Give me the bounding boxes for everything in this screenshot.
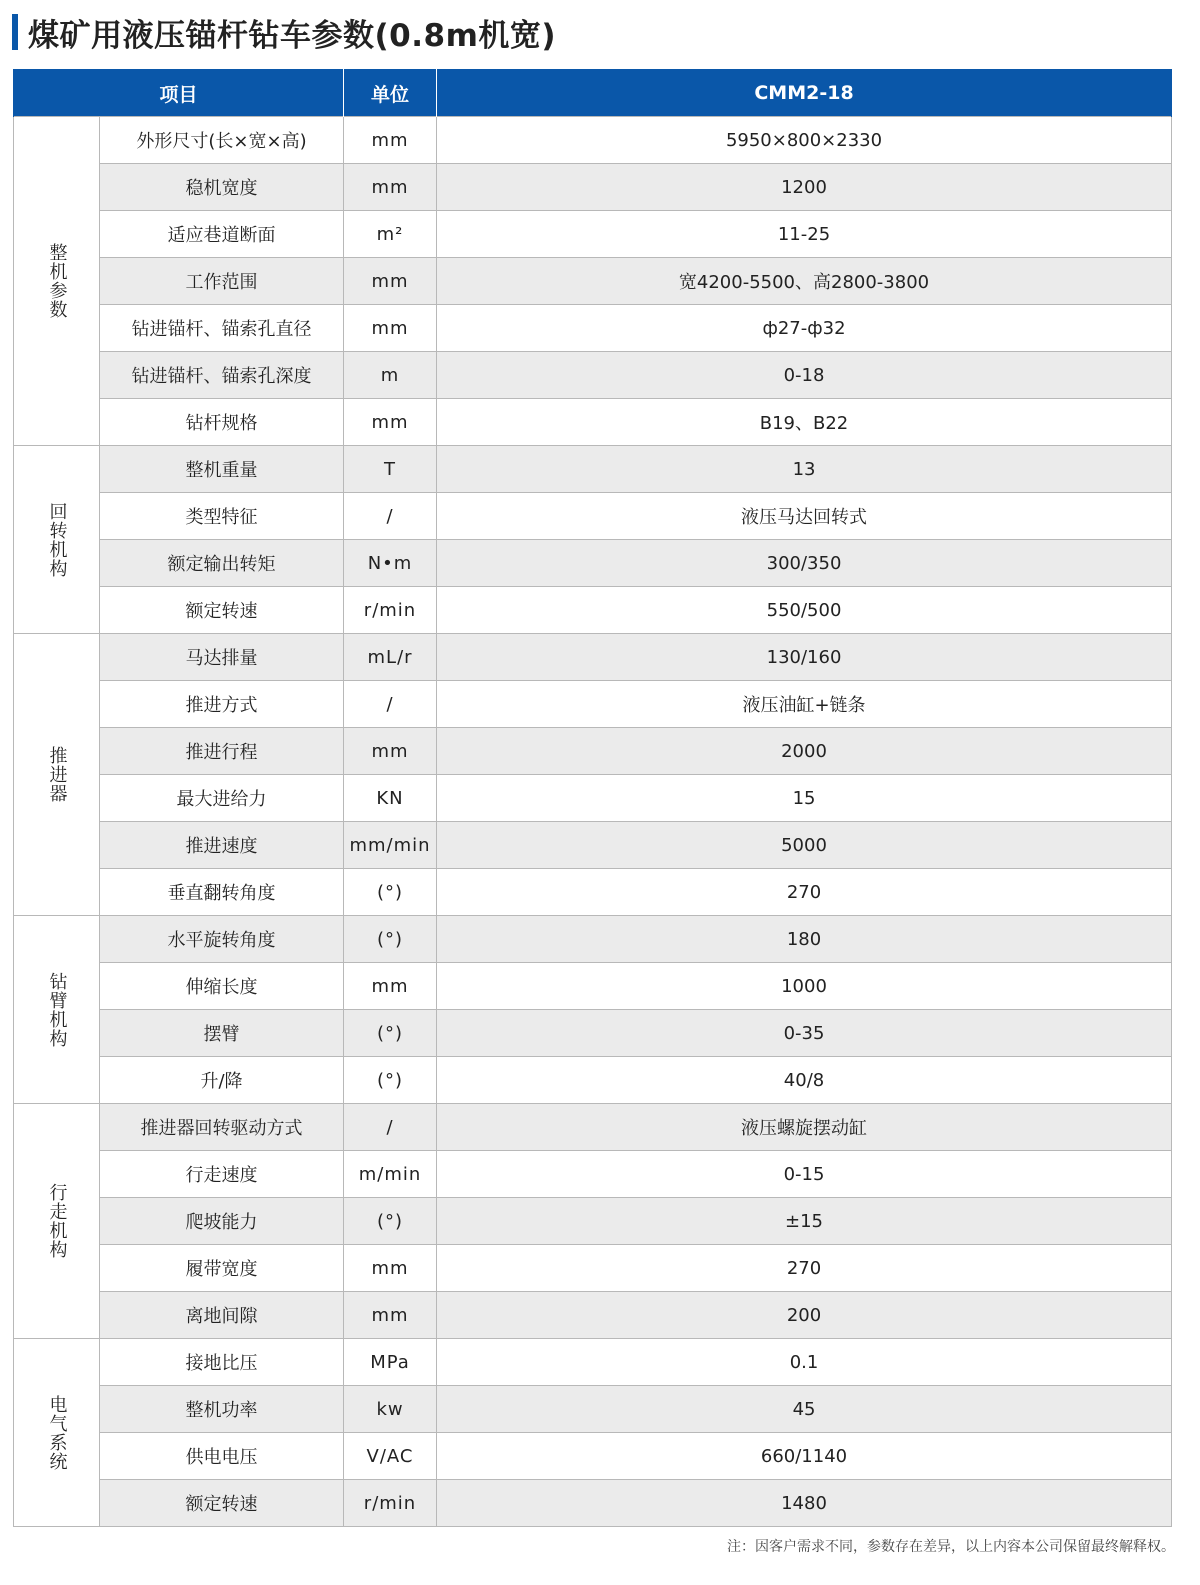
table-row — [14, 352, 1172, 399]
param-name: 行走速度 — [100, 1151, 344, 1198]
param-value: 5000 — [437, 822, 1172, 869]
table-row — [14, 1339, 1172, 1386]
param-unit: kw — [344, 1386, 437, 1433]
param-unit: mm — [344, 1245, 437, 1292]
table-row — [14, 869, 1172, 916]
param-name: 摆臂 — [100, 1010, 344, 1057]
param-value: 130/160 — [437, 634, 1172, 681]
table-row — [14, 258, 1172, 305]
param-unit: r/min — [344, 587, 437, 634]
param-unit: (°) — [344, 916, 437, 963]
title-accent-bar — [12, 14, 18, 50]
table-row — [14, 211, 1172, 258]
param-unit: m — [344, 352, 437, 399]
table-row — [14, 1433, 1172, 1480]
header-item: 项目 — [14, 70, 344, 117]
page-title-block — [12, 10, 556, 54]
param-value: 45 — [437, 1386, 1172, 1433]
param-value: 液压螺旋摆动缸 — [437, 1104, 1172, 1151]
param-name: 马达排量 — [100, 634, 344, 681]
param-value: 15 — [437, 775, 1172, 822]
param-name: 离地间隙 — [100, 1292, 344, 1339]
table-row — [14, 164, 1172, 211]
param-unit: (°) — [344, 1057, 437, 1104]
group-label: 行走机构 — [14, 1104, 100, 1339]
param-value: 液压油缸+链条 — [437, 681, 1172, 728]
param-unit: N•m — [344, 540, 437, 587]
param-name: 接地比压 — [100, 1339, 344, 1386]
param-value: 200 — [437, 1292, 1172, 1339]
table-row — [14, 681, 1172, 728]
param-unit: / — [344, 493, 437, 540]
param-value: 550/500 — [437, 587, 1172, 634]
param-unit: (°) — [344, 869, 437, 916]
param-unit: MPa — [344, 1339, 437, 1386]
spec-table — [13, 69, 1172, 1527]
header-unit: 单位 — [344, 70, 437, 117]
param-name: 推进方式 — [100, 681, 344, 728]
table-row — [14, 305, 1172, 352]
table-row — [14, 963, 1172, 1010]
param-unit: mm — [344, 1292, 437, 1339]
param-value: 宽4200-5500、高2800-3800 — [437, 258, 1172, 305]
param-unit: mm — [344, 728, 437, 775]
param-name: 伸缩长度 — [100, 963, 344, 1010]
param-value: 2000 — [437, 728, 1172, 775]
param-name: 整机功率 — [100, 1386, 344, 1433]
param-unit: T — [344, 446, 437, 493]
table-row — [14, 634, 1172, 681]
page-title: 煤矿用液压锚杆钻车参数(0.8m机宽) — [28, 17, 557, 54]
param-name: 钻进锚杆、锚索孔深度 — [100, 352, 344, 399]
param-value: 300/350 — [437, 540, 1172, 587]
param-value: 0-15 — [437, 1151, 1172, 1198]
header-model: CMM2-18 — [437, 70, 1172, 117]
param-name: 额定转速 — [100, 1480, 344, 1527]
group-label: 回转机构 — [14, 446, 100, 634]
param-unit: mm — [344, 399, 437, 446]
table-header-row — [14, 70, 1172, 117]
table-row — [14, 1151, 1172, 1198]
param-value: 11-25 — [437, 211, 1172, 258]
group-label: 钻臂机构 — [14, 916, 100, 1104]
param-unit: / — [344, 681, 437, 728]
param-unit: V/AC — [344, 1433, 437, 1480]
table-row — [14, 1292, 1172, 1339]
table-row — [14, 587, 1172, 634]
table-row — [14, 540, 1172, 587]
param-name: 推进行程 — [100, 728, 344, 775]
table-row — [14, 1198, 1172, 1245]
param-name: 最大进给力 — [100, 775, 344, 822]
param-name: 额定输出转矩 — [100, 540, 344, 587]
table-row — [14, 117, 1172, 164]
table-row — [14, 822, 1172, 869]
table-row — [14, 446, 1172, 493]
param-name: 垂直翻转角度 — [100, 869, 344, 916]
param-unit: r/min — [344, 1480, 437, 1527]
table-row — [14, 1057, 1172, 1104]
param-value: 5950×800×2330 — [437, 117, 1172, 164]
table-row — [14, 399, 1172, 446]
group-label: 推进器 — [14, 634, 100, 916]
group-label: 整机参数 — [14, 117, 100, 446]
param-name: 钻进锚杆、锚索孔直径 — [100, 305, 344, 352]
param-unit: m/min — [344, 1151, 437, 1198]
param-value: 40/8 — [437, 1057, 1172, 1104]
param-name: 稳机宽度 — [100, 164, 344, 211]
param-name: 供电电压 — [100, 1433, 344, 1480]
param-name: 爬坡能力 — [100, 1198, 344, 1245]
param-value: 1480 — [437, 1480, 1172, 1527]
param-value: 270 — [437, 869, 1172, 916]
param-value: 1200 — [437, 164, 1172, 211]
table-row — [14, 775, 1172, 822]
table-row — [14, 728, 1172, 775]
table-row — [14, 1480, 1172, 1527]
param-value: 660/1140 — [437, 1433, 1172, 1480]
table-row — [14, 916, 1172, 963]
footnote: 注：因客户需求不同，参数存在差异，以上内容本公司保留最终解释权。 — [727, 1539, 1175, 1555]
table-row — [14, 1010, 1172, 1057]
param-unit: mL/r — [344, 634, 437, 681]
param-unit: mm — [344, 305, 437, 352]
param-value: B19、B22 — [437, 399, 1172, 446]
param-value: 270 — [437, 1245, 1172, 1292]
param-name: 水平旋转角度 — [100, 916, 344, 963]
param-value: 0-35 — [437, 1010, 1172, 1057]
param-value: 液压马达回转式 — [437, 493, 1172, 540]
param-name: 升/降 — [100, 1057, 344, 1104]
spec-table-body — [14, 117, 1172, 1527]
param-unit: (°) — [344, 1010, 437, 1057]
table-row — [14, 493, 1172, 540]
param-name: 推进器回转驱动方式 — [100, 1104, 344, 1151]
param-unit: mm — [344, 164, 437, 211]
param-unit: (°) — [344, 1198, 437, 1245]
param-name: 额定转速 — [100, 587, 344, 634]
param-value: ф27-ф32 — [437, 305, 1172, 352]
param-name: 工作范围 — [100, 258, 344, 305]
param-unit: m² — [344, 211, 437, 258]
param-value: 180 — [437, 916, 1172, 963]
table-row — [14, 1386, 1172, 1433]
param-value: 13 — [437, 446, 1172, 493]
table-row — [14, 1104, 1172, 1151]
param-unit: mm — [344, 963, 437, 1010]
param-name: 整机重量 — [100, 446, 344, 493]
param-unit: KN — [344, 775, 437, 822]
param-value: 1000 — [437, 963, 1172, 1010]
param-unit: mm — [344, 258, 437, 305]
param-unit: mm/min — [344, 822, 437, 869]
param-name: 外形尺寸(长×宽×高) — [100, 117, 344, 164]
param-name: 适应巷道断面 — [100, 211, 344, 258]
param-value: 0-18 — [437, 352, 1172, 399]
param-name: 钻杆规格 — [100, 399, 344, 446]
param-value: ±15 — [437, 1198, 1172, 1245]
param-value: 0.1 — [437, 1339, 1172, 1386]
param-name: 履带宽度 — [100, 1245, 344, 1292]
param-name: 类型特征 — [100, 493, 344, 540]
table-row — [14, 1245, 1172, 1292]
group-label: 电气系统 — [14, 1339, 100, 1527]
param-unit: / — [344, 1104, 437, 1151]
param-unit: mm — [344, 117, 437, 164]
param-name: 推进速度 — [100, 822, 344, 869]
